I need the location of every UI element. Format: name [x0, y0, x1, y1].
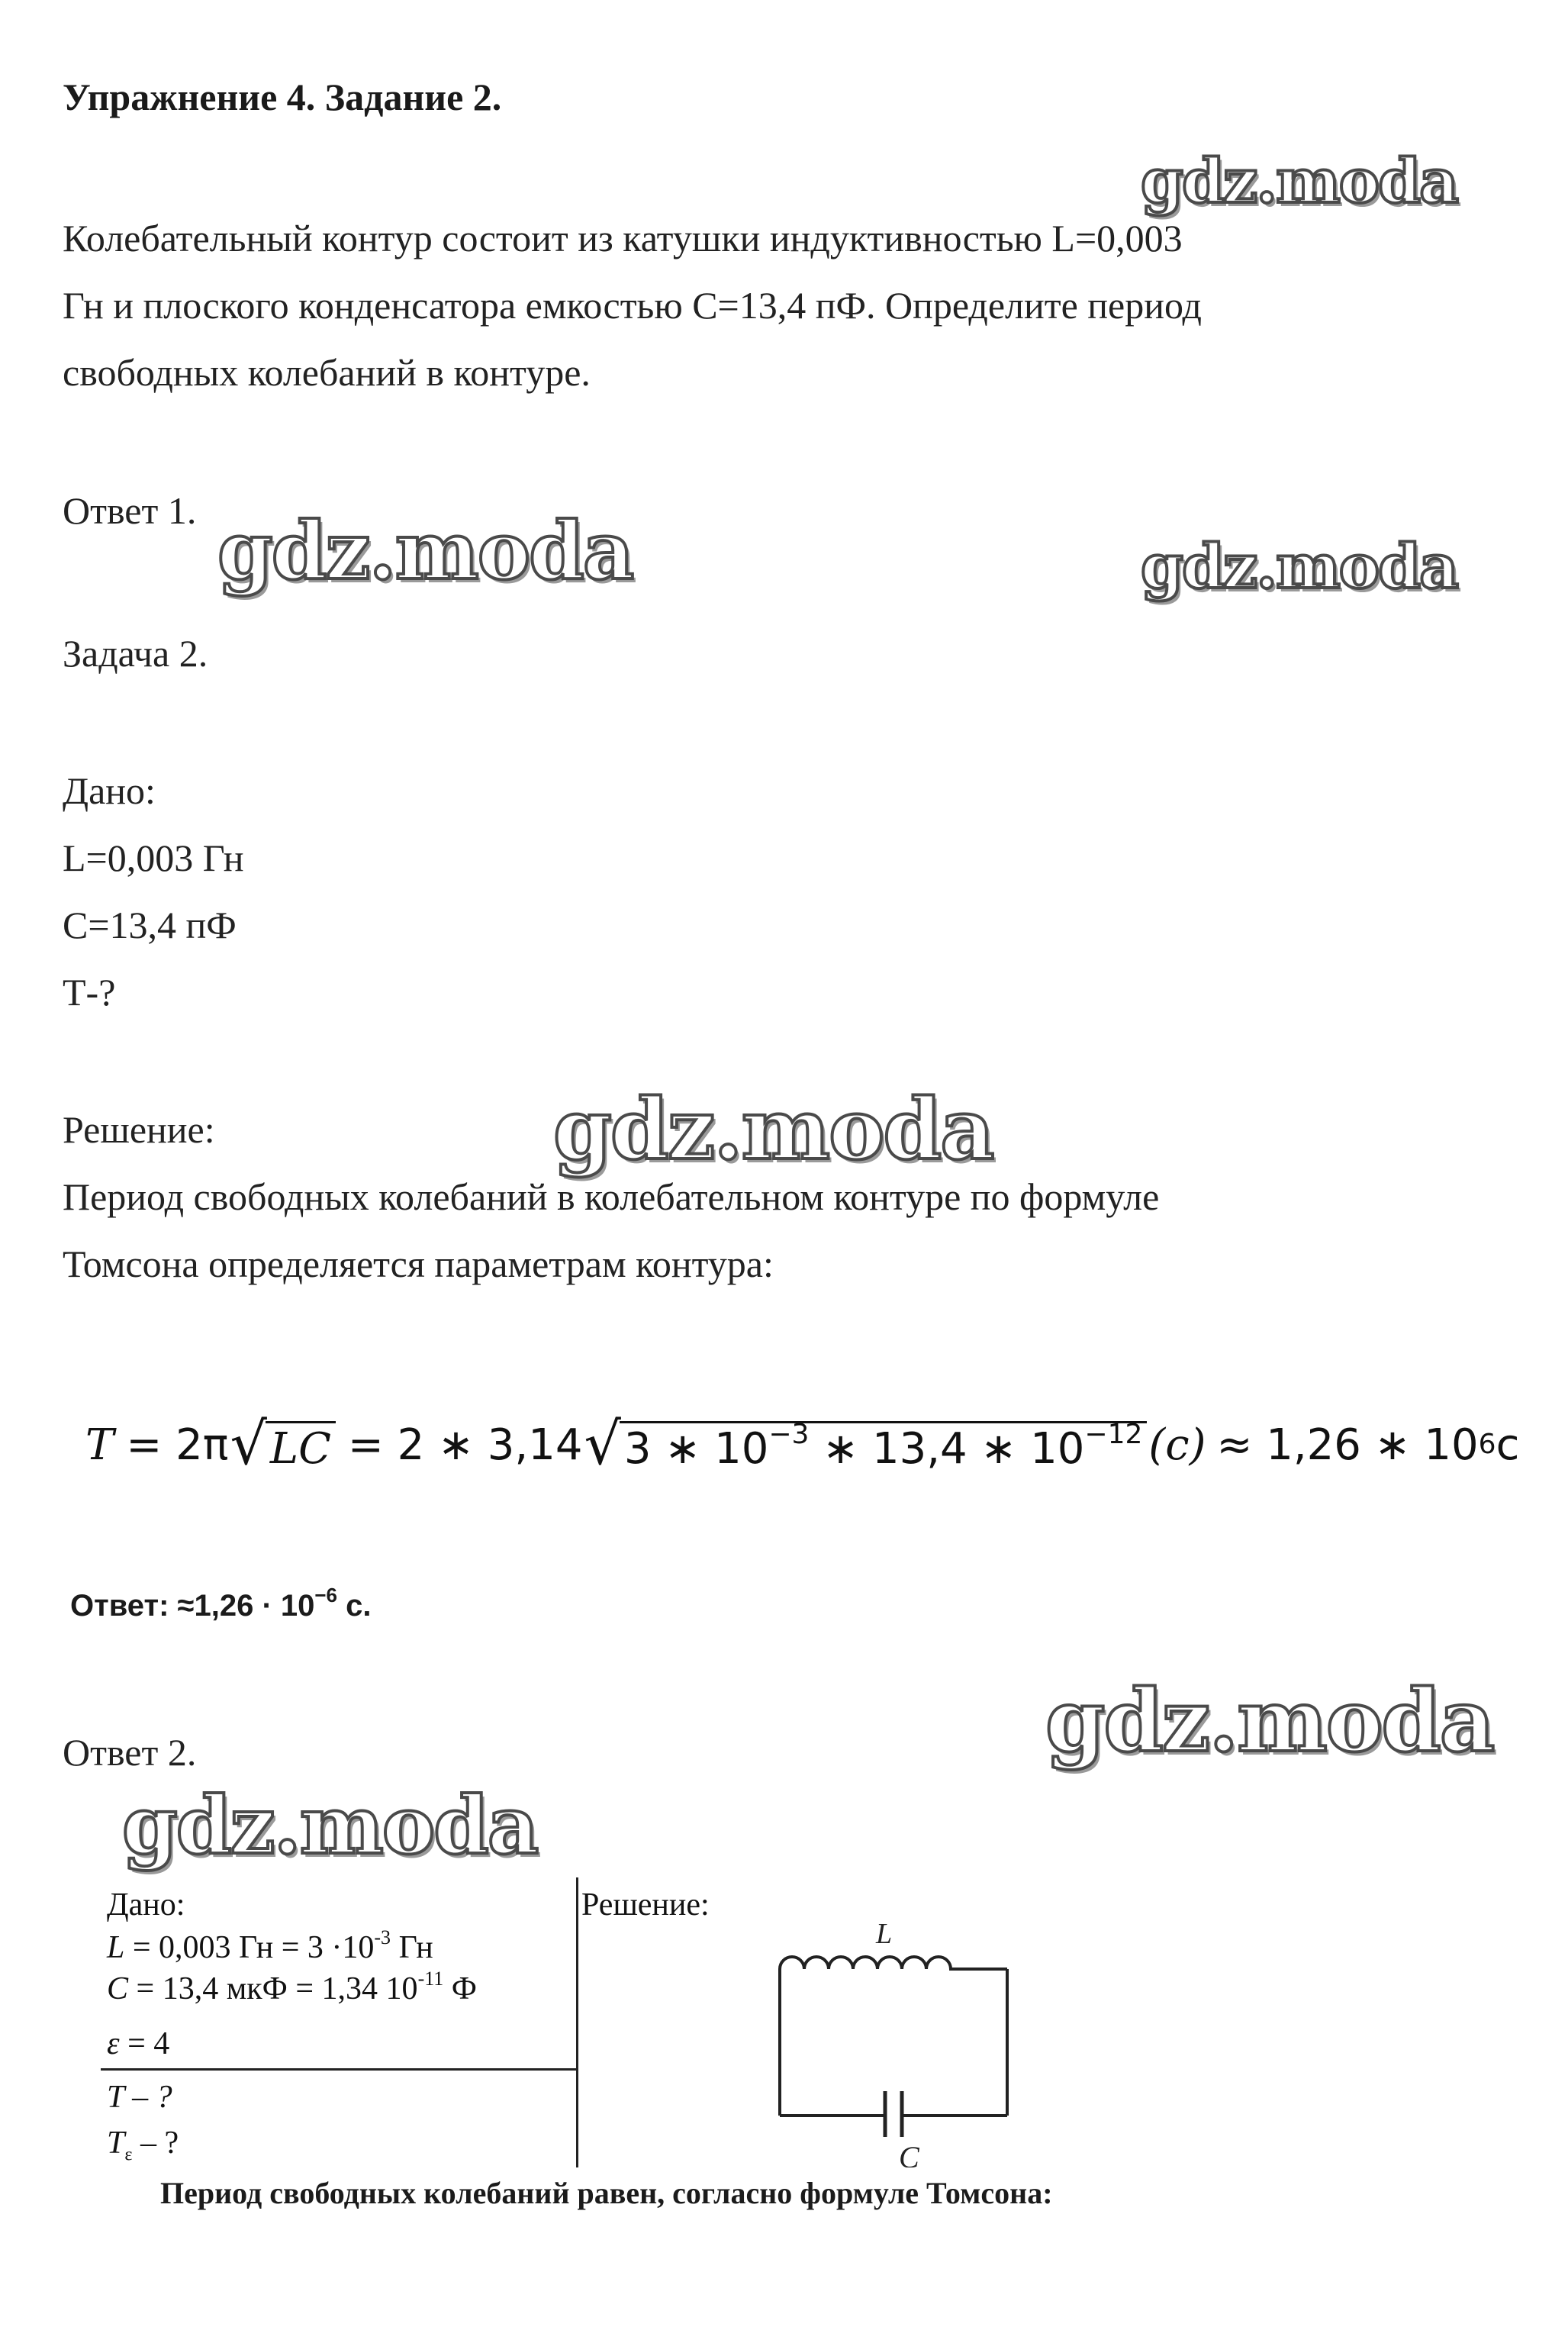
inductor-coil	[780, 1957, 1007, 1977]
column-divider	[576, 1877, 578, 2167]
problem-line: Гн и плоского конденсатора емкостью С=13,4 пФ. Определите период	[63, 284, 1202, 327]
formula-lhs: T	[85, 1420, 114, 1470]
watermark-logo: gdz.moda	[1045, 1671, 1494, 1771]
answer2-find-t: T – ?	[107, 2080, 172, 2115]
sqrt-values: √ 3 ∗ $10^{-3}$ ∗ 13,4 ∗ $10^{-12}$	[584, 1415, 1147, 1475]
formula-part: 3 ∗ 10	[623, 1423, 769, 1474]
given-item: L=0,003 Гн	[63, 836, 244, 879]
given-title: Дано:	[63, 769, 156, 812]
answer1-label: Ответ 1.	[63, 489, 197, 532]
solution-title: Решение:	[63, 1108, 215, 1151]
given-item: С=13,4 пФ	[63, 904, 237, 946]
solution-line: Период свободных колебаний в колебательном контуре по формуле	[63, 1175, 1160, 1218]
watermark-logo: gdz.moda	[122, 1778, 538, 1872]
lc-circuit-diagram	[763, 1908, 1038, 2167]
result-exponent: −6	[314, 1584, 338, 1607]
answer2-given-eps: ε = 4	[107, 2026, 170, 2061]
watermark-logo: gdz.moda	[1141, 145, 1457, 217]
formula-root: LC	[269, 1423, 331, 1474]
formula-part: = 2 ∗ 3,14	[347, 1420, 583, 1470]
watermark-logo: gdz.moda	[1141, 530, 1457, 602]
formula-part: = 2π	[126, 1420, 229, 1470]
sqrt-lc: √ LC	[230, 1415, 335, 1475]
formula-part: c	[1496, 1420, 1520, 1470]
result-unit: с.	[337, 1589, 372, 1623]
answer2-bottom-text: Период свободных колебаний равен, согласно формуле Томсона:	[160, 2176, 1053, 2210]
circuit-label-c: C	[899, 2140, 919, 2167]
watermark-logo: gdz.moda	[217, 504, 633, 598]
result-line	[70, 1584, 372, 1623]
answer2-solution-title: Решение:	[581, 1887, 710, 1922]
capacitor-plates	[885, 2091, 902, 2137]
circuit-wires	[780, 1969, 1007, 2116]
formula-exponent: −3	[768, 1418, 810, 1450]
answer2-given-c: C = 13,4 мкФ = 1,34 $10^{-11}$ Ф	[107, 1968, 477, 2006]
given-item: Т-?	[63, 971, 116, 1014]
result-value: ≈1,26 · 10	[177, 1589, 315, 1623]
answer2-given-title: Дано:	[107, 1887, 185, 1922]
formula-exponent: −12	[1084, 1418, 1143, 1450]
answer2-label: Ответ 2.	[63, 1731, 197, 1774]
page-heading: Упражнение 4. Задание 2.	[63, 76, 502, 118]
thomson-formula: T = 2π √ LC = 2 ∗ 3,14 √ 3 ∗ $10^{-3}$ ∗ 13,4 ∗ $10^{-12}$ (c) ≈ 1,26 ∗ 10 6 c	[85, 1409, 1520, 1478]
task-label: Задача 2.	[63, 632, 208, 675]
given-divider	[101, 2068, 578, 2071]
formula-part: ∗ 13,4 ∗ 10	[809, 1423, 1085, 1474]
formula-part: ≈ 1,26 ∗ 10	[1216, 1420, 1479, 1470]
watermark-logo: gdz.moda	[553, 1080, 993, 1178]
formula-unit: (c)	[1148, 1420, 1206, 1470]
problem-line: Колебательный контур состоит из катушки индуктивностью L=0,003	[63, 217, 1183, 259]
problem-line: свободных колебаний в контуре.	[63, 351, 591, 394]
result-label: Ответ:	[70, 1589, 169, 1623]
circuit-label-l: L	[876, 1918, 893, 1950]
answer2-find-te: $T_\varepsilon$ – ?	[107, 2125, 179, 2165]
answer2-given-l: L = 0,003 Гн = $3 \cdot 10^{-3}$ Гн	[107, 1926, 433, 1965]
solution-line: Томсона определяется параметрам контура:	[63, 1242, 774, 1285]
